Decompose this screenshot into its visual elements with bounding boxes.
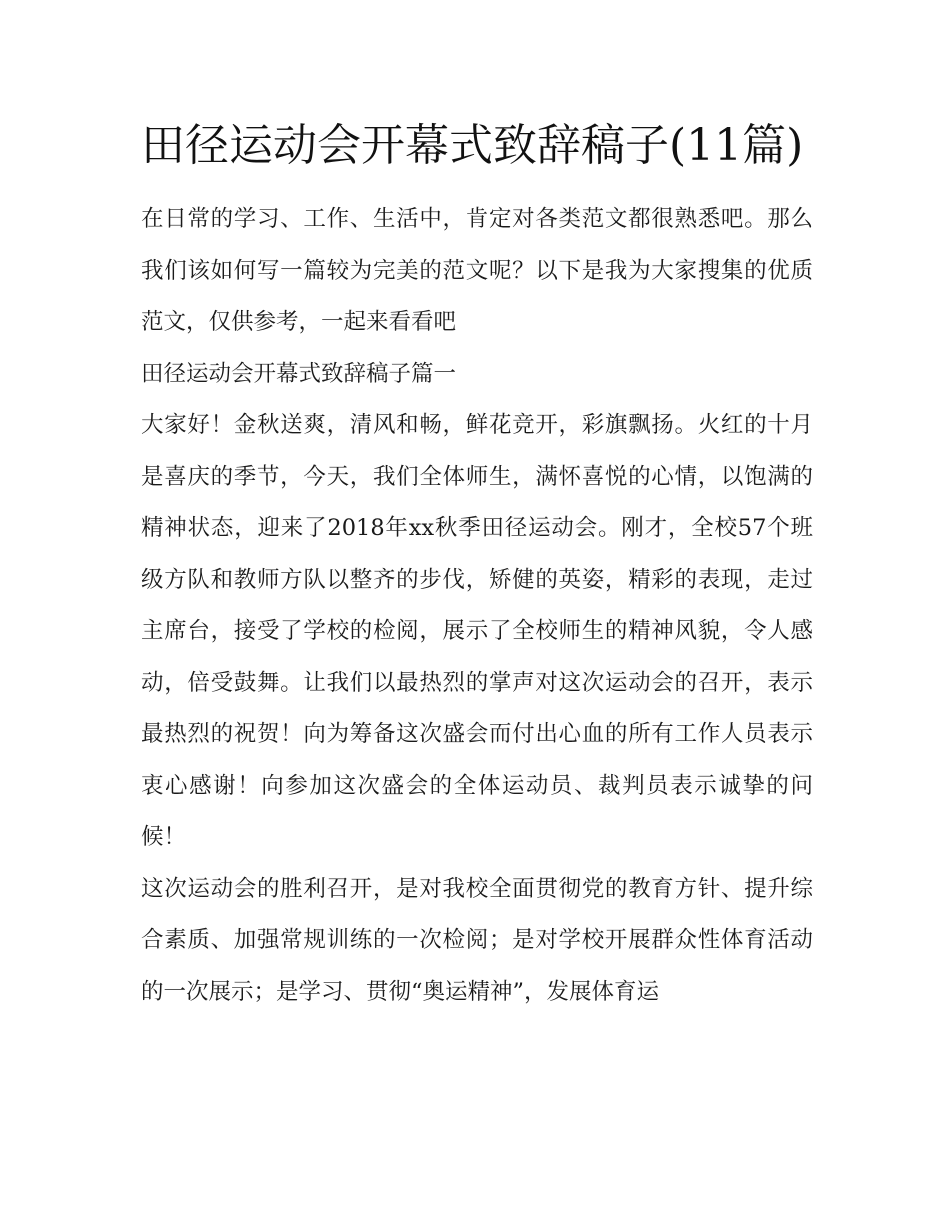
section-heading: 田径运动会开幕式致辞稿子篇一 — [141, 360, 457, 387]
document-body — [141, 194, 813, 1018]
document-title: 田径运动会开幕式致辞稿子(11篇) — [141, 120, 804, 171]
document-page — [141, 112, 813, 1018]
body-paragraph: 大家好！金秋送爽，清风和畅，鲜花竞开，彩旗飘扬。火红的十月是喜庆的季节，今天，我们全体师生，满怀喜悦的心情，以饱满的精神状态，迎来了2018年xx秋季田径运动会。刚才，全校57个班级方队和教师方队以整齐的步伐，矫健的英姿，精彩的表现，走过主席台，接受了学校的检阅，展示了全校师生的精神风貌，令人感动，倍受鼓舞。让我们以最热烈的掌声对这次运动会的召开，表示最热烈的祝贺！向为筹备这次盛会而付出心血的所有工作人员表示衷心感谢！向参加这次盛会的全体运动员、裁判员表示诚挚的问候！ — [141, 412, 813, 850]
body-paragraph: 这次运动会的胜利召开，是对我校全面贯彻党的教育方针、提升综合素质、加强常规训练的一次检阅；是对学校开展群众性体育活动的一次展示；是学习、贯彻“奥运精神”，发展体育运 — [141, 875, 813, 1005]
intro-paragraph: 在日常的学习、工作、生活中，肯定对各类范文都很熟悉吧。那么我们该如何写一篇较为完美的范文呢？以下是我为大家搜集的优质范文，仅供参考，一起来看看吧 — [141, 206, 813, 335]
